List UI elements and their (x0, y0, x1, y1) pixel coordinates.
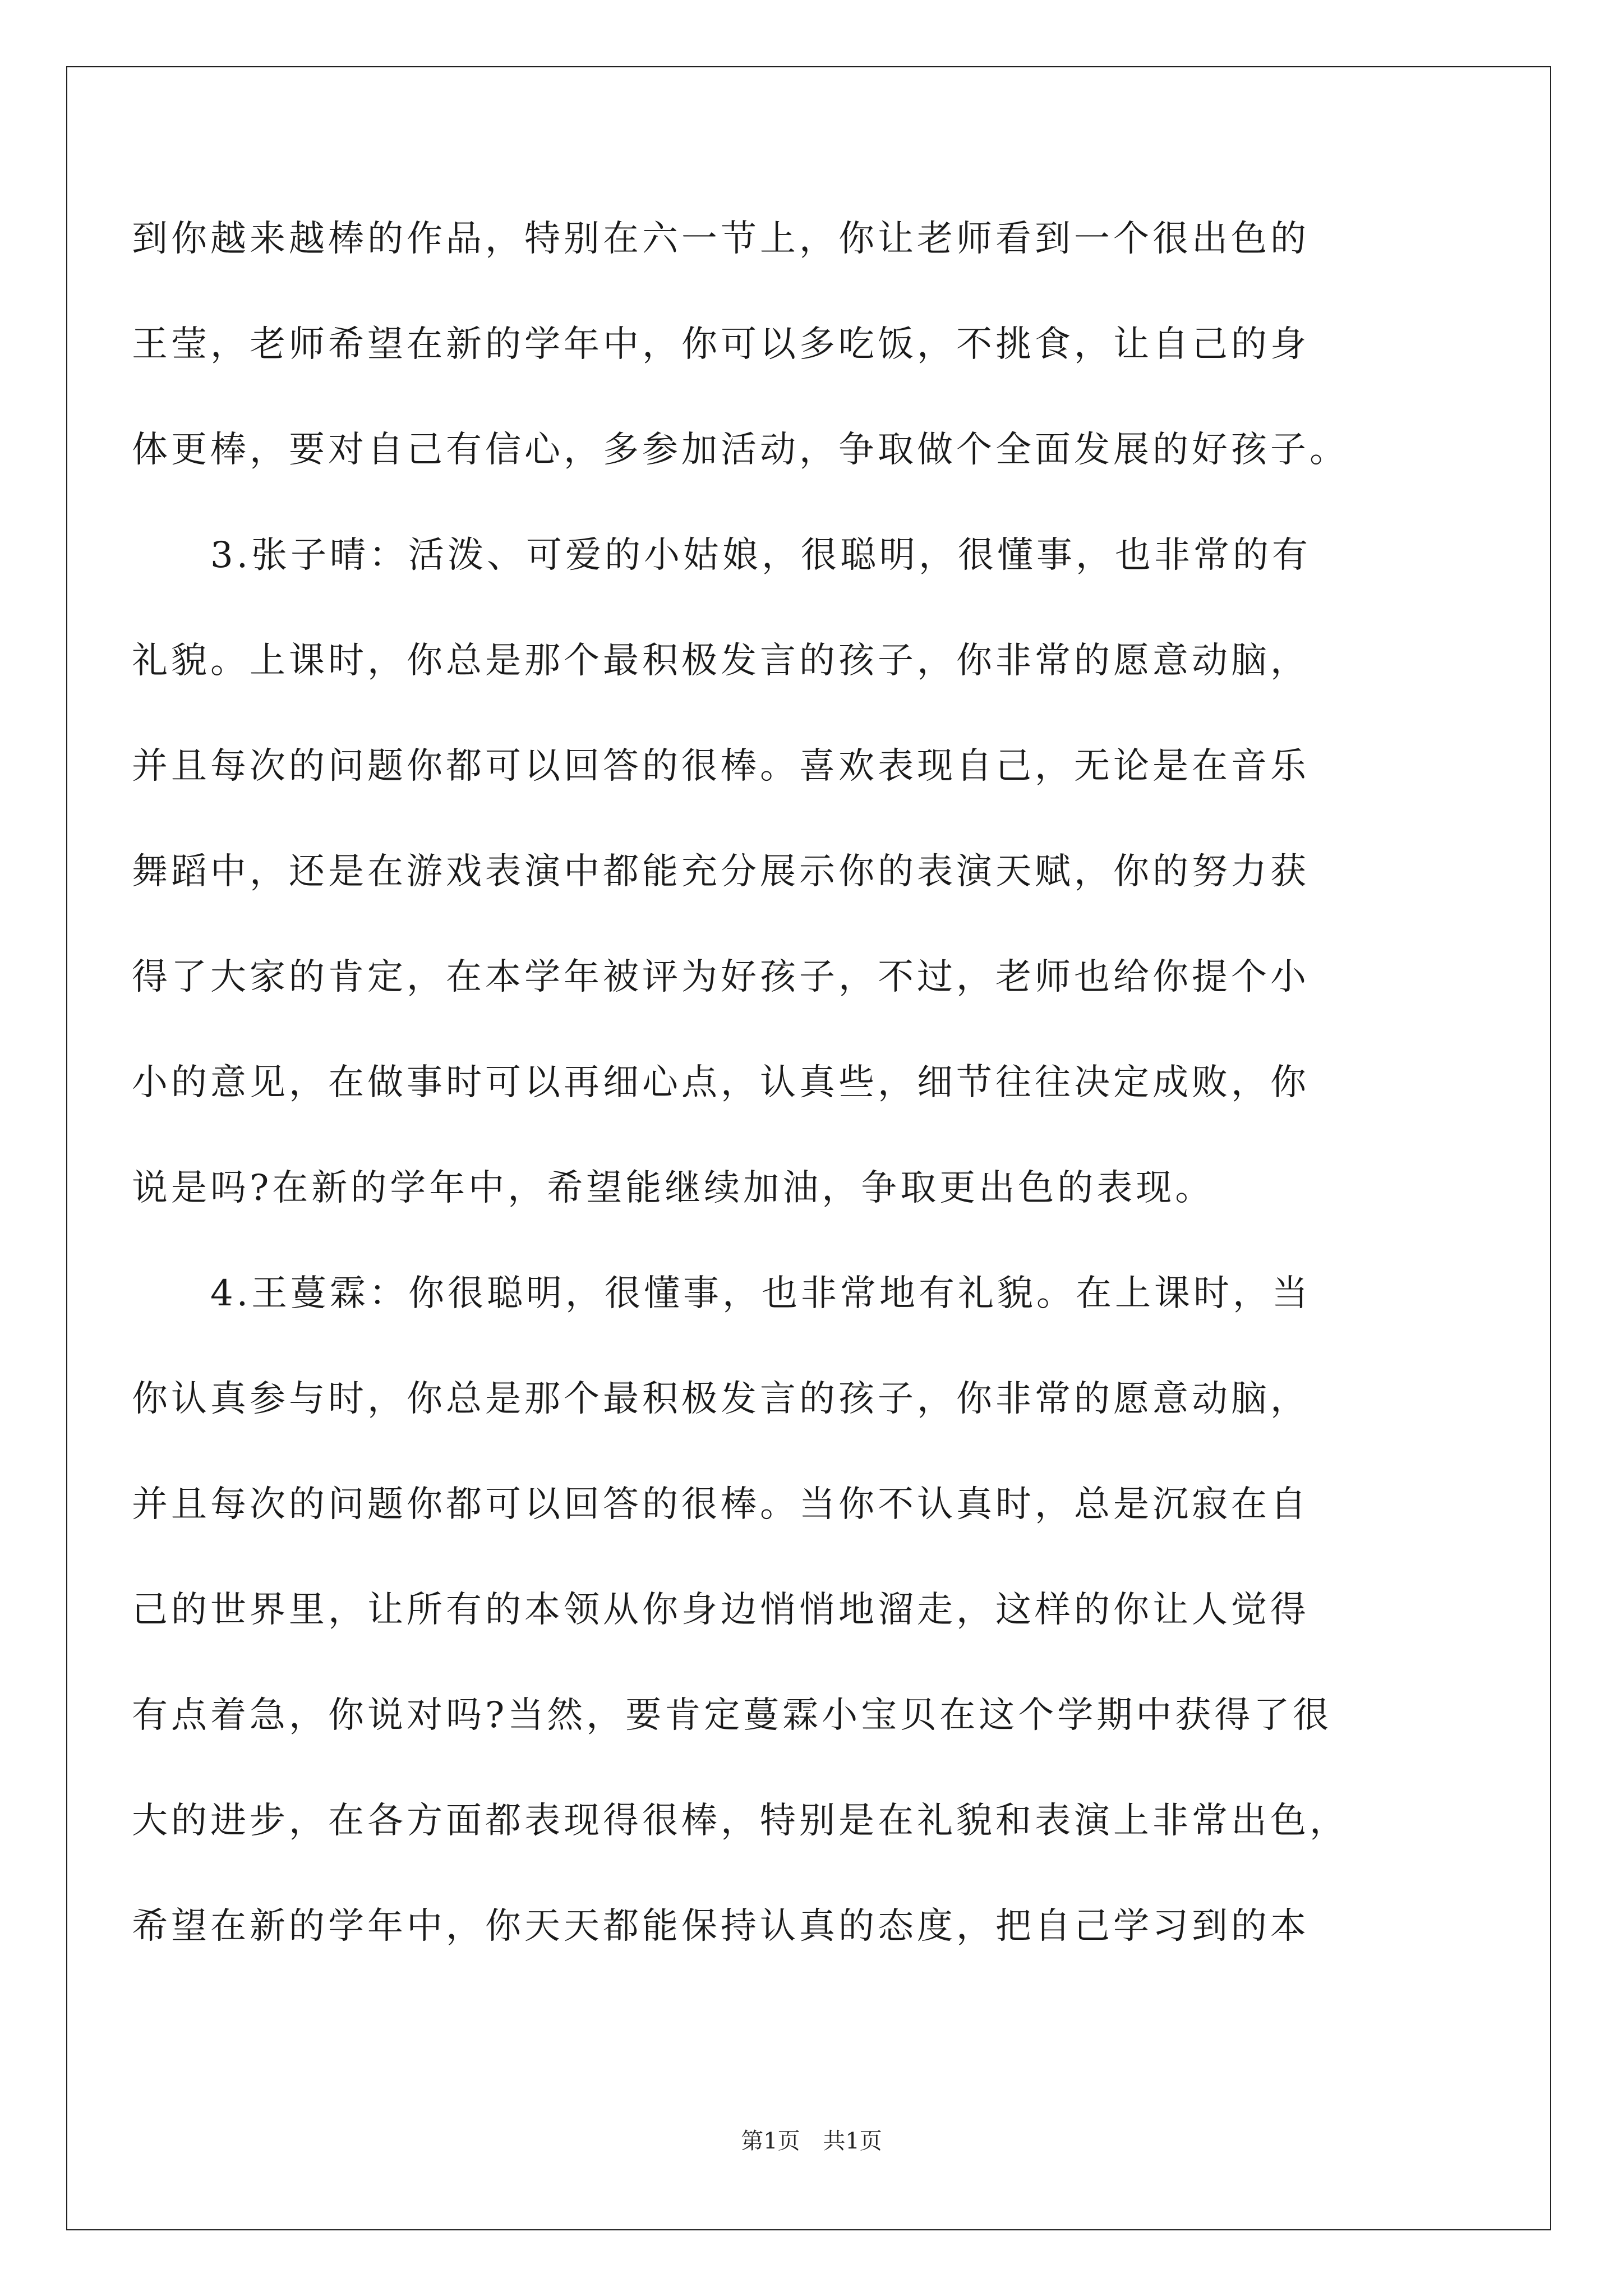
text-line: 得了大家的肯定，在本学年被评为好孩子，不过，老师也给你提个小 (132, 956, 1310, 998)
text-line: 小的意见，在做事时可以再细心点，认真些，细节往往决定成败，你 (132, 1062, 1310, 1103)
text-line: 并且每次的问题你都可以回答的很棒。当你不认真时，总是沉寂在自 (132, 1484, 1310, 1525)
text-line: 并且每次的问题你都可以回答的很棒。喜欢表现自己，无论是在音乐 (132, 746, 1310, 787)
text-line: 己的世界里，让所有的本领从你身边悄悄地溜走，这样的你让人觉得 (132, 1589, 1310, 1631)
text-line: 大的进步，在各方面都表现得很棒，特别是在礼貌和表演上非常出色， (132, 1800, 1349, 1842)
text-line: 有点着急，你说对吗?当然，要肯定蔓霖小宝贝在这个学期中获得了很 (132, 1695, 1332, 1736)
page-number: 第1页 (741, 2128, 800, 2154)
paragraph-4-first-line: 4.王蔓霖：你很聪明，很懂事，也非常地有礼貌。在上课时，当 (210, 1273, 1312, 1314)
text-line: 说是吗?在新的学年中，希望能继续加油，争取更出色的表现。 (132, 1167, 1215, 1209)
text-line: 王莹，老师希望在新的学年中，你可以多吃饭，不挑食，让自己的身 (132, 324, 1310, 365)
text-line: 希望在新的学年中，你天天都能保持认真的态度，把自己学习到的本 (132, 1906, 1310, 1947)
text-line: 舞蹈中，还是在游戏表演中都能充分展示你的表演天赋，你的努力获 (132, 851, 1310, 892)
text-line: 礼貌。上课时，你总是那个最积极发言的孩子，你非常的愿意动脑， (132, 640, 1310, 682)
page-footer (0, 2123, 1623, 2155)
text-line: 体更棒，要对自己有信心，多参加活动，争取做个全面发展的好孩子。 (132, 429, 1349, 471)
paragraph-3-first-line: 3.张子晴：活泼、可爱的小姑娘，很聪明，很懂事，也非常的有 (210, 535, 1312, 576)
page-total: 共1页 (823, 2128, 882, 2154)
text-line: 到你越来越棒的作品，特别在六一节上，你让老师看到一个很出色的 (132, 218, 1310, 260)
document-body (132, 219, 1438, 2012)
text-line: 你认真参与时，你总是那个最积极发言的孩子，你非常的愿意动脑， (132, 1378, 1310, 1420)
